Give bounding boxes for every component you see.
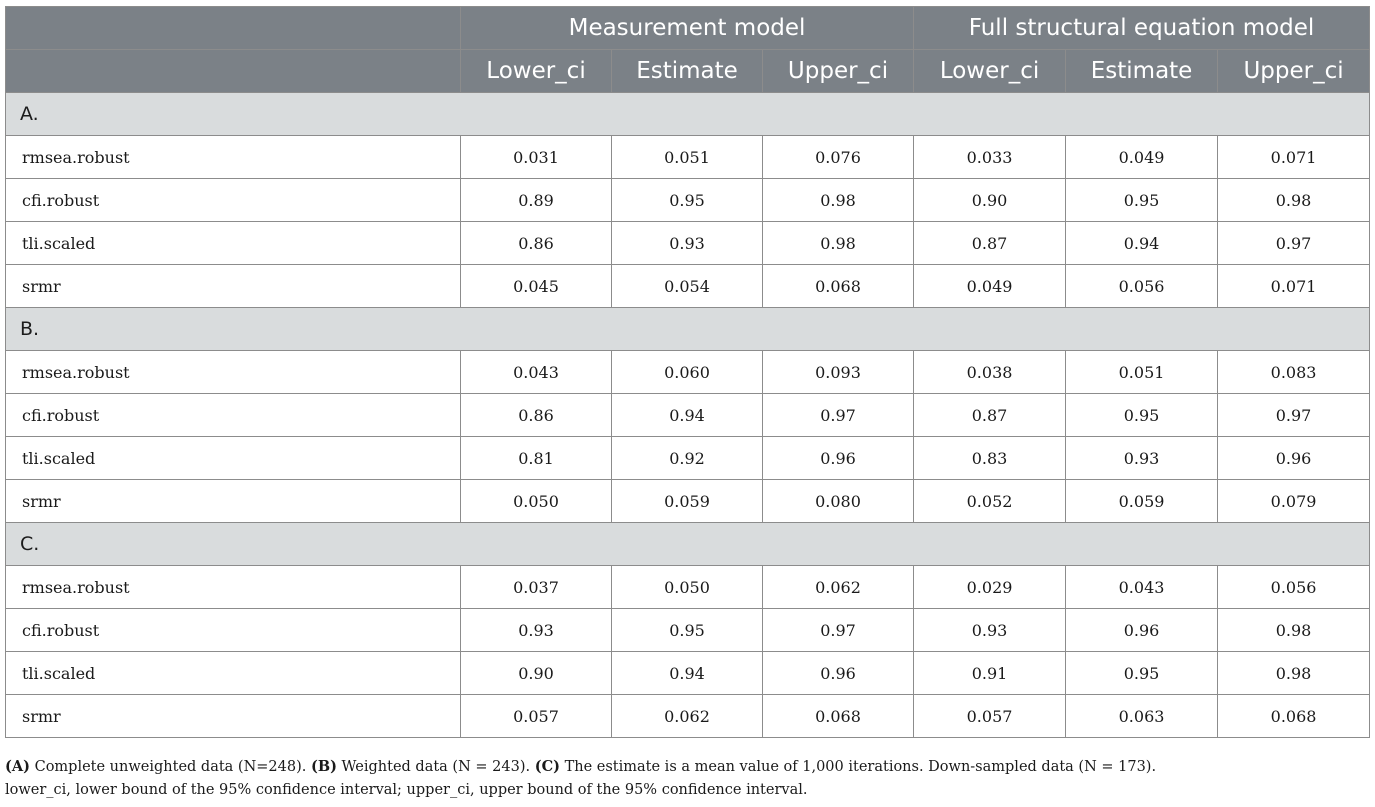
value-cell: 0.079 xyxy=(1218,480,1370,523)
value-cell: 0.95 xyxy=(612,179,763,222)
footnote-text-c: The estimate is a mean value of 1,000 iterations. Down-sampled data (N = 173). xyxy=(559,759,1157,775)
value-cell: 0.94 xyxy=(612,652,763,695)
value-cell: 0.90 xyxy=(461,652,612,695)
metric-label: rmsea.robust xyxy=(6,351,461,394)
header-col-lower-ci: Lower_ci xyxy=(914,50,1066,93)
value-cell: 0.96 xyxy=(1066,609,1218,652)
table-row xyxy=(6,480,1370,523)
value-cell: 0.91 xyxy=(914,652,1066,695)
header-corner-cell xyxy=(6,50,461,93)
value-cell: 0.81 xyxy=(461,437,612,480)
value-cell: 0.093 xyxy=(763,351,914,394)
value-cell: 0.90 xyxy=(914,179,1066,222)
value-cell: 0.051 xyxy=(612,136,763,179)
section-label: B. xyxy=(6,308,1370,351)
value-cell: 0.056 xyxy=(1218,566,1370,609)
header-col-estimate: Estimate xyxy=(1066,50,1218,93)
value-cell: 0.049 xyxy=(1066,136,1218,179)
header-corner-cell xyxy=(6,7,461,50)
table-row xyxy=(6,652,1370,695)
value-cell: 0.98 xyxy=(1218,179,1370,222)
header-col-upper-ci: Upper_ci xyxy=(763,50,914,93)
table-row xyxy=(6,351,1370,394)
value-cell: 0.062 xyxy=(612,695,763,738)
footnote-line-1 xyxy=(5,755,1365,779)
value-cell: 0.068 xyxy=(763,265,914,308)
header-group-full-sem: Full structural equation model xyxy=(914,7,1370,50)
footnote-text-a: Complete unweighted data (N=248). xyxy=(29,759,311,775)
footnote-key-b: (B) xyxy=(310,758,337,775)
metric-label: rmsea.robust xyxy=(6,566,461,609)
value-cell: 0.057 xyxy=(461,695,612,738)
value-cell: 0.96 xyxy=(763,437,914,480)
header-group-measurement: Measurement model xyxy=(461,7,914,50)
metric-label: tli.scaled xyxy=(6,437,461,480)
section-row xyxy=(6,523,1370,566)
value-cell: 0.059 xyxy=(612,480,763,523)
table-row xyxy=(6,695,1370,738)
section-row xyxy=(6,93,1370,136)
footnote-key-a: (A) xyxy=(5,758,30,775)
table-row xyxy=(6,566,1370,609)
metric-label: srmr xyxy=(6,265,461,308)
footnote-text-b: Weighted data (N = 243). xyxy=(336,759,535,775)
value-cell: 0.87 xyxy=(914,222,1066,265)
value-cell: 0.045 xyxy=(461,265,612,308)
value-cell: 0.029 xyxy=(914,566,1066,609)
footnote-line-2: lower_ci, lower bound of the 95% confidence interval; upper_ci, upper bound of the 95% confidence interval. xyxy=(5,782,808,798)
table-row xyxy=(6,265,1370,308)
value-cell: 0.043 xyxy=(461,351,612,394)
table-row xyxy=(6,437,1370,480)
value-cell: 0.96 xyxy=(1218,437,1370,480)
metric-label: rmsea.robust xyxy=(6,136,461,179)
header-row-columns xyxy=(6,50,1370,93)
value-cell: 0.89 xyxy=(461,179,612,222)
value-cell: 0.93 xyxy=(1066,437,1218,480)
metric-label: cfi.robust xyxy=(6,394,461,437)
value-cell: 0.033 xyxy=(914,136,1066,179)
value-cell: 0.059 xyxy=(1066,480,1218,523)
value-cell: 0.062 xyxy=(763,566,914,609)
value-cell: 0.97 xyxy=(763,609,914,652)
value-cell: 0.93 xyxy=(461,609,612,652)
section-label: C. xyxy=(6,523,1370,566)
value-cell: 0.94 xyxy=(1066,222,1218,265)
value-cell: 0.98 xyxy=(763,222,914,265)
metric-label: tli.scaled xyxy=(6,222,461,265)
value-cell: 0.071 xyxy=(1218,265,1370,308)
value-cell: 0.043 xyxy=(1066,566,1218,609)
fit-indices-table xyxy=(5,6,1370,738)
value-cell: 0.060 xyxy=(612,351,763,394)
value-cell: 0.95 xyxy=(1066,179,1218,222)
value-cell: 0.038 xyxy=(914,351,1066,394)
value-cell: 0.037 xyxy=(461,566,612,609)
value-cell: 0.93 xyxy=(914,609,1066,652)
value-cell: 0.94 xyxy=(612,394,763,437)
table-row xyxy=(6,222,1370,265)
value-cell: 0.98 xyxy=(1218,652,1370,695)
header-col-upper-ci: Upper_ci xyxy=(1218,50,1370,93)
value-cell: 0.063 xyxy=(1066,695,1218,738)
value-cell: 0.050 xyxy=(461,480,612,523)
value-cell: 0.83 xyxy=(914,437,1066,480)
value-cell: 0.92 xyxy=(612,437,763,480)
value-cell: 0.86 xyxy=(461,222,612,265)
value-cell: 0.95 xyxy=(1066,652,1218,695)
value-cell: 0.076 xyxy=(763,136,914,179)
value-cell: 0.93 xyxy=(612,222,763,265)
value-cell: 0.98 xyxy=(1218,609,1370,652)
value-cell: 0.96 xyxy=(763,652,914,695)
value-cell: 0.052 xyxy=(914,480,1066,523)
value-cell: 0.031 xyxy=(461,136,612,179)
value-cell: 0.98 xyxy=(763,179,914,222)
value-cell: 0.080 xyxy=(763,480,914,523)
metric-label: tli.scaled xyxy=(6,652,461,695)
header-col-lower-ci: Lower_ci xyxy=(461,50,612,93)
footnote-key-c: (C) xyxy=(534,758,560,775)
table-row xyxy=(6,136,1370,179)
metric-label: srmr xyxy=(6,480,461,523)
value-cell: 0.054 xyxy=(612,265,763,308)
metric-label: srmr xyxy=(6,695,461,738)
table-row xyxy=(6,609,1370,652)
value-cell: 0.051 xyxy=(1066,351,1218,394)
value-cell: 0.86 xyxy=(461,394,612,437)
table-body xyxy=(6,93,1370,738)
value-cell: 0.068 xyxy=(1218,695,1370,738)
table-row xyxy=(6,394,1370,437)
value-cell: 0.068 xyxy=(763,695,914,738)
value-cell: 0.056 xyxy=(1066,265,1218,308)
section-row xyxy=(6,308,1370,351)
value-cell: 0.97 xyxy=(1218,394,1370,437)
metric-label: cfi.robust xyxy=(6,609,461,652)
value-cell: 0.97 xyxy=(1218,222,1370,265)
header-row-groups xyxy=(6,7,1370,50)
value-cell: 0.97 xyxy=(763,394,914,437)
table-footnote xyxy=(5,755,1365,802)
value-cell: 0.95 xyxy=(612,609,763,652)
value-cell: 0.071 xyxy=(1218,136,1370,179)
value-cell: 0.050 xyxy=(612,566,763,609)
value-cell: 0.95 xyxy=(1066,394,1218,437)
value-cell: 0.057 xyxy=(914,695,1066,738)
value-cell: 0.083 xyxy=(1218,351,1370,394)
value-cell: 0.049 xyxy=(914,265,1066,308)
header-col-estimate: Estimate xyxy=(612,50,763,93)
value-cell: 0.87 xyxy=(914,394,1066,437)
metric-label: cfi.robust xyxy=(6,179,461,222)
section-label: A. xyxy=(6,93,1370,136)
table-row xyxy=(6,179,1370,222)
